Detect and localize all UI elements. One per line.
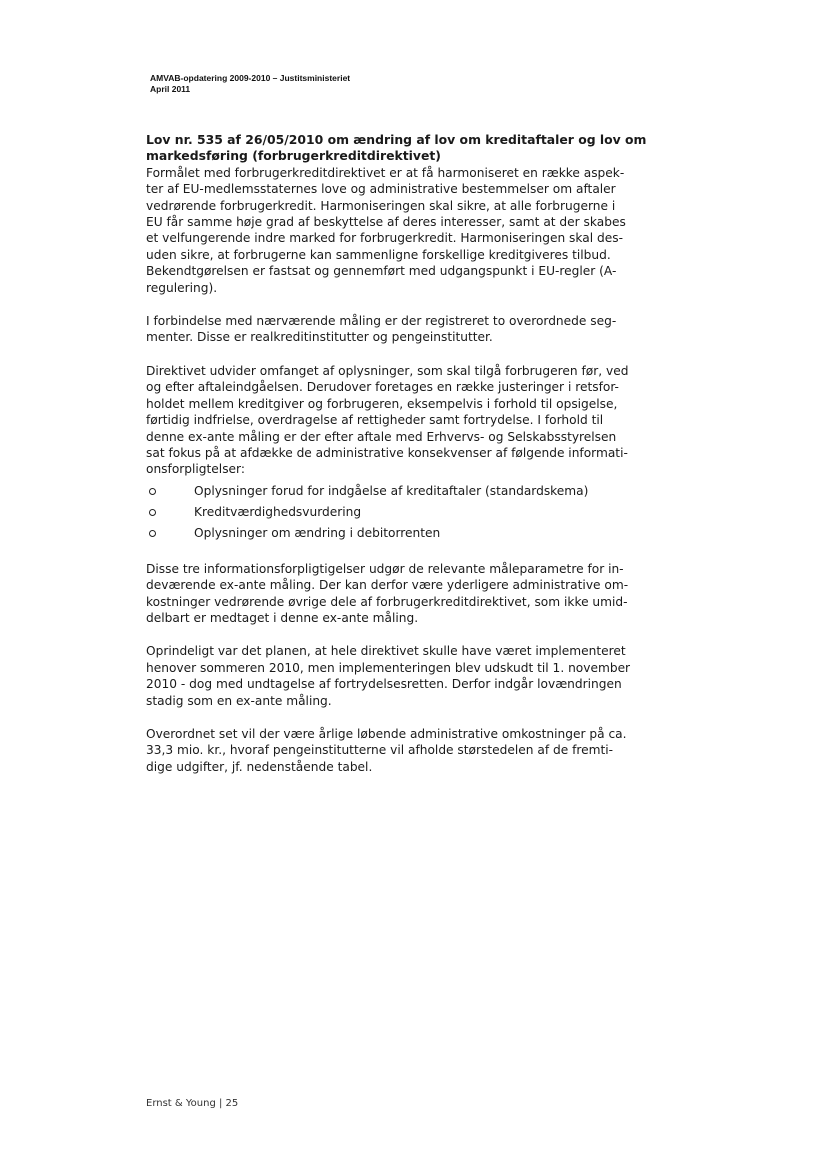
paragraph-implementation: [146, 643, 674, 709]
text-line: henover sommeren 2010, men implementeringen blev udskudt til 1. november: [146, 660, 631, 675]
header-title: AMVAB-opdatering 2009-2010 – Justitsministeriet: [150, 73, 351, 83]
bullet-icon: [149, 488, 156, 495]
section-title-line: markedsføring (forbrugerkreditdirektivet): [146, 148, 441, 164]
text-line: Bekendtgørelsen er fastsat og gennemført med udgangspunkt i EU-regler (A-: [146, 264, 617, 279]
text-line: uden sikre, at forbrugerne kan sammenligne forskellige kreditgiveres tilbud.: [146, 247, 611, 262]
text-line: denne ex-ante måling er der efter aftale med Erhvervs- og Selskabsstyrelsen: [146, 429, 617, 444]
list-item: [146, 523, 674, 544]
section-title: [146, 132, 674, 165]
text-line: Disse tre informationsforpligtigelser udgør de relevante måleparametre for in-: [146, 561, 624, 576]
text-line: onsforpligtelser:: [146, 462, 245, 477]
list-item-text: Oplysninger om ændring i debitorrenten: [194, 525, 441, 540]
text-line: menter. Disse er realkreditinstitutter og pengeinstitutter.: [146, 330, 493, 345]
list-item-text: Kreditværdighedsvurdering: [194, 504, 362, 519]
text-line: Formålet med forbrugerkreditdirektivet er at få harmoniseret en række aspek-: [146, 165, 625, 180]
bullet-icon: [149, 530, 156, 537]
text-line: Oprindeligt var det planen, at hele direktivet skulle have været implementeret: [146, 644, 626, 659]
text-line: EU får samme høje grad af beskyttelse af deres interesser, samt at der skabes: [146, 215, 626, 230]
text-line: holdet mellem kreditgiver og forbrugeren, eksempelvis i forhold til opsigelse,: [146, 396, 618, 411]
text-line: deværende ex-ante måling. Der kan derfor være yderligere administrative om-: [146, 578, 629, 593]
text-line: et velfungerende indre marked for forbrugerkredit. Harmoniseringen skal des-: [146, 231, 623, 246]
text-line: og efter aftaleindgåelsen. Derudover foretages en række justeringer i retsfor-: [146, 380, 619, 395]
text-line: I forbindelse med nærværende måling er der registreret to overordnede seg-: [146, 314, 617, 329]
paragraph-purpose: [146, 165, 674, 296]
text-line: sat fokus på at afdække de administrative konsekvenser af følgende informati-: [146, 445, 628, 460]
section-title-line: Lov nr. 535 af 26/05/2010 om ændring af lov om kreditaftaler og lov om: [146, 132, 647, 147]
text-line: kostninger vedrørende øvrige dele af forbrugerkreditdirektivet, som ikke umid-: [146, 594, 628, 609]
text-line: vedrørende forbrugerkredit. Harmoniseringen skal sikre, at alle forbrugerne i: [146, 198, 616, 213]
obligations-list: [146, 481, 674, 544]
text-line: Overordnet set vil der være årlige løbende administrative omkostninger på ca.: [146, 726, 627, 741]
page-footer: Ernst & Young | 25: [146, 1098, 239, 1109]
text-line: regulering).: [146, 280, 218, 295]
main-content: [146, 132, 674, 792]
text-line: dige udgifter, jf. nedenstående tabel.: [146, 759, 373, 774]
bullet-icon: [149, 509, 156, 516]
text-line: delbart er medtaget i denne ex-ante måling.: [146, 610, 419, 625]
header-date: April 2011: [150, 84, 191, 94]
list-item: [146, 502, 674, 523]
text-line: 2010 - dog med undtagelse af fortrydelsesretten. Derfor indgår lovændringen: [146, 677, 622, 692]
paragraph-scope: [146, 363, 674, 478]
text-line: ter af EU-medlemsstaternes love og administrative bestemmelser om aftaler: [146, 182, 616, 197]
paragraph-costs: [146, 726, 674, 775]
text-line: Direktivet udvider omfanget af oplysninger, som skal tilgå forbrugeren før, ved: [146, 363, 629, 378]
text-line: førtidig indfrielse, overdragelse af rettigheder samt fortrydelse. I forhold til: [146, 413, 604, 428]
text-line: stadig som en ex-ante måling.: [146, 693, 332, 708]
document-header: [150, 73, 350, 95]
paragraph-segments: [146, 313, 674, 346]
text-line: 33,3 mio. kr., hvoraf pengeinstitutterne vil afholde størstedelen af de fremti-: [146, 743, 614, 758]
list-item: [146, 481, 674, 502]
paragraph-parameters: [146, 561, 674, 627]
list-item-text: Oplysninger forud for indgåelse af kreditaftaler (standardskema): [194, 483, 589, 498]
